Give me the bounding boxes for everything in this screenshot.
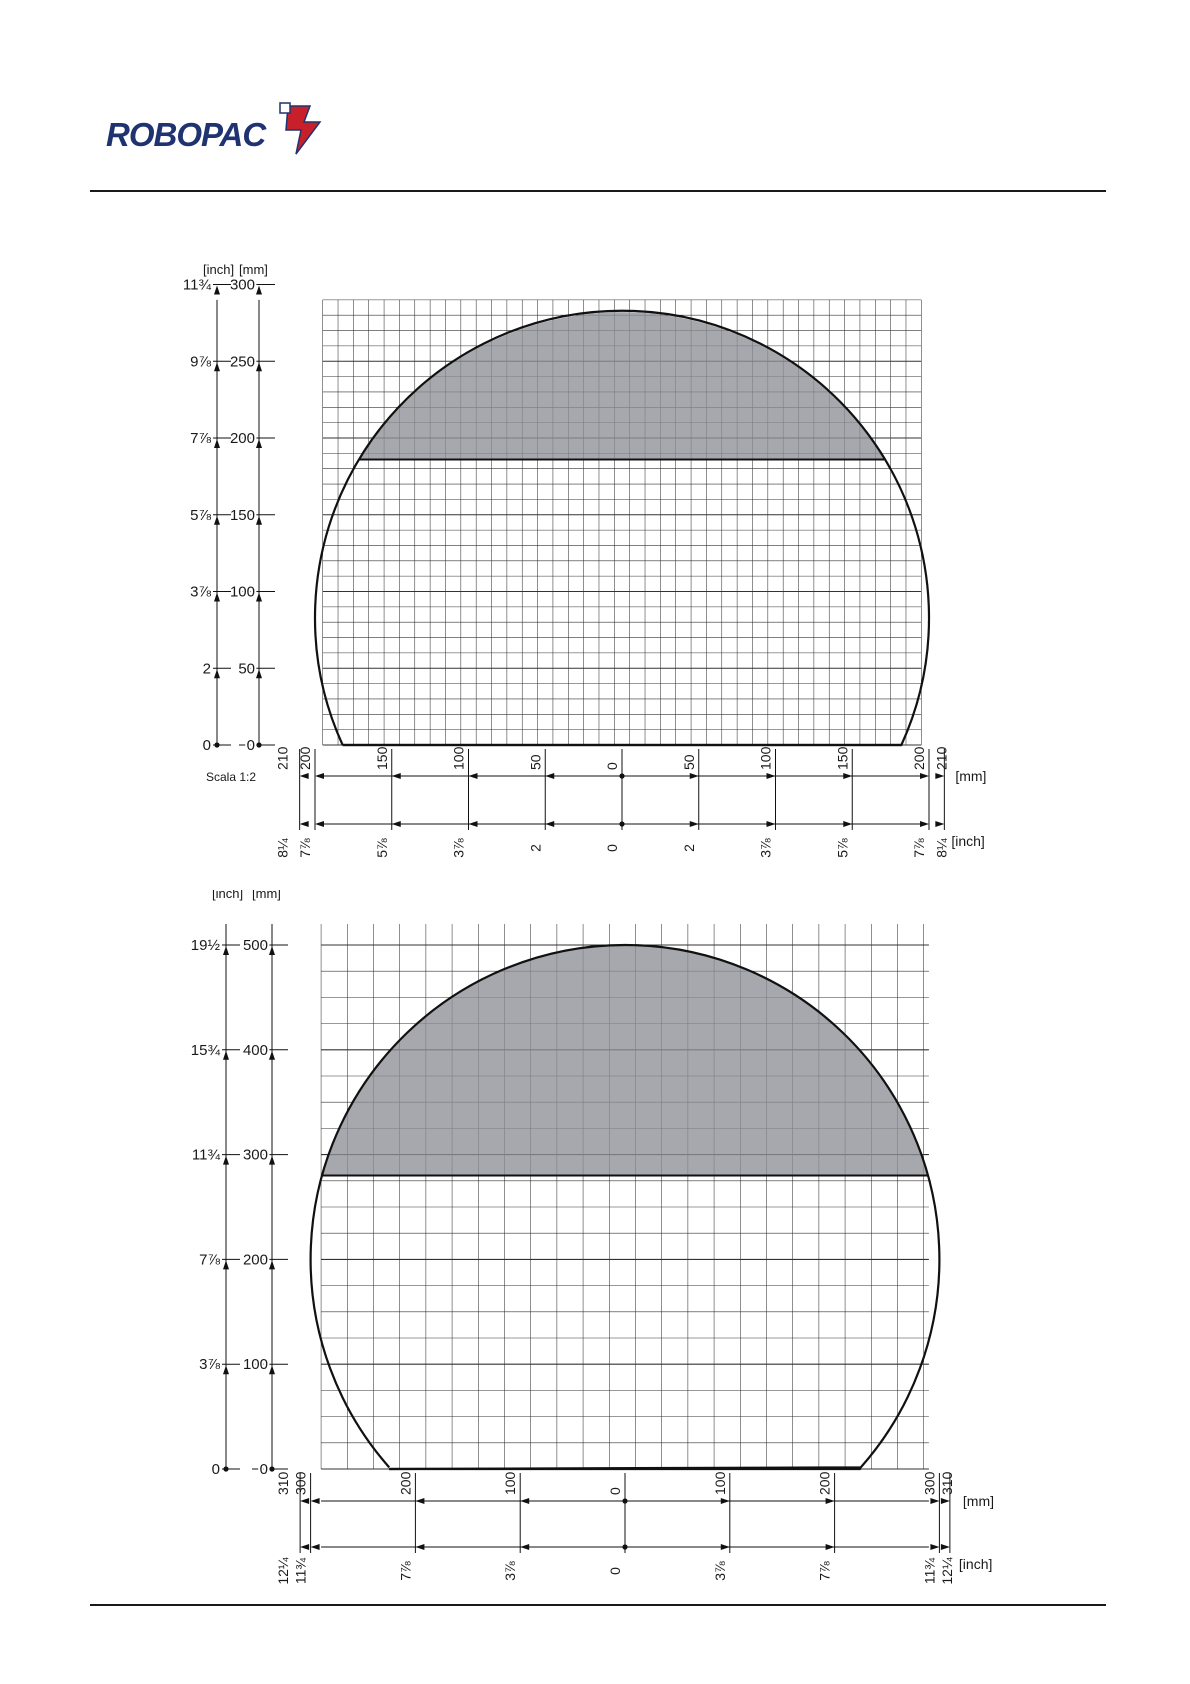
x-arrow-inch: [826, 1544, 835, 1550]
x-arrow-mm: [392, 773, 401, 779]
y-unit-mm: [mm]: [252, 890, 281, 902]
y-arrow-mm: [256, 362, 262, 371]
x-tick-label-mm: 200: [397, 1471, 414, 1495]
logo-lightning-icon: [286, 106, 320, 154]
x-arrow-inch: [469, 821, 478, 827]
x-tick-label-mm: 100: [757, 746, 774, 770]
y-arrow-mm: [256, 439, 262, 448]
x-tick-label-mm: 50: [680, 754, 697, 770]
x-arrow-mm: [920, 773, 929, 779]
y-unit-inch: [inch]: [212, 890, 244, 902]
y-arrow-inch: [214, 286, 220, 295]
x-tick-label-mm: 100: [502, 1471, 519, 1495]
x-arrow-mm: [545, 773, 554, 779]
x-tick-label-mm: 200: [911, 746, 927, 770]
x-tick-label-mm: 310: [275, 1471, 292, 1495]
x-tick-label-mm: 210: [274, 746, 291, 770]
x-arrow-mm: [415, 1498, 424, 1504]
y-unit-inch: [inch]: [203, 261, 235, 277]
x-tick-label-mm: 0: [604, 762, 620, 770]
y-tick-label-mm: 100: [229, 583, 255, 601]
x-tick-label-inch: 3⅞: [502, 1561, 519, 1581]
x-tick-label-inch: 12¼: [275, 1557, 292, 1585]
x-tick-label-inch: 0: [604, 844, 620, 852]
y-unit-mm: [mm]: [239, 261, 268, 277]
x-arrow-inch: [311, 1544, 320, 1550]
x-arrow-inch: [300, 821, 309, 827]
x-origin-mm: [622, 1498, 627, 1503]
y-tick-label-inch: 3⅞: [190, 583, 211, 601]
y-arrow-mm: [269, 1156, 275, 1165]
y-tick-label-inch: 15¾: [190, 1041, 220, 1059]
x-arrow-mm: [469, 773, 478, 779]
y-arrow-inch: [223, 1156, 229, 1165]
y-tick-label-inch: 2: [202, 660, 211, 678]
y-tick-label-mm: 250: [229, 353, 255, 371]
x-tick-label-mm: 150: [834, 746, 851, 770]
y-tick-label-inch: 0: [211, 1461, 220, 1478]
x-tick-label-inch: 3⅞: [450, 838, 467, 858]
header-rule: [90, 190, 1106, 192]
x-tick-label-inch: 7⅞: [911, 838, 927, 858]
x-arrow-inch: [690, 821, 699, 827]
logo-wordmark: ROBOPAC: [106, 116, 266, 153]
y-tick-label-mm: 0: [246, 737, 255, 754]
y-arrow-inch: [223, 946, 229, 955]
x-origin-inch: [619, 821, 624, 826]
x-tick-label-inch: 3⅞: [711, 1561, 728, 1581]
y-tick-label-mm: 300: [242, 1146, 268, 1164]
x-tick-label-inch: 7⅞: [816, 1561, 833, 1581]
y-arrow-mm: [269, 1260, 275, 1269]
y-arrow-inch: [214, 362, 220, 371]
x-arrow-mm: [690, 773, 699, 779]
x-tick-label-mm: 100: [711, 1471, 728, 1495]
x-tick-label-inch: 8¼: [274, 838, 291, 858]
x-unit-mm: [mm]: [962, 1493, 995, 1509]
diagram-1: [0, 230, 1190, 870]
x-tick-label-inch: 2: [680, 844, 697, 852]
x-arrow-mm: [721, 1498, 730, 1504]
x-origin-mm: [619, 773, 624, 778]
y-tick-label-mm: 100: [242, 1356, 268, 1374]
y-tick-label-inch: 9⅞: [190, 353, 211, 371]
y-arrow-inch: [214, 593, 220, 602]
x-tick-label-inch: 2: [527, 844, 544, 852]
x-arrow-mm: [930, 1498, 939, 1504]
x-arrow-inch: [941, 1544, 950, 1550]
x-tick-label-mm: 100: [450, 746, 467, 770]
y-tick-label-inch: 11¾: [191, 1146, 220, 1164]
x-tick-label-inch: 5⅞: [834, 838, 851, 858]
x-arrow-mm: [311, 1498, 320, 1504]
x-tick-label-mm: 210: [933, 746, 950, 770]
diagram-2: [0, 890, 1190, 1610]
y-tick-label-mm: 300: [229, 276, 255, 294]
x-arrow-mm: [315, 773, 324, 779]
y-tick-label-inch: 11¾: [182, 276, 211, 294]
shaded-region: [360, 312, 884, 459]
x-tick-label-mm: 50: [527, 754, 544, 770]
y-arrow-inch: [223, 1260, 229, 1269]
clearance-diagram-2: [0, 890, 1190, 1610]
x-arrow-inch: [300, 1544, 309, 1550]
x-arrow-inch: [930, 1544, 939, 1550]
x-arrow-mm: [843, 773, 852, 779]
shaded-region: [322, 945, 928, 1176]
logo-square-icon: [280, 103, 290, 113]
x-tick-label-inch: 11¾: [292, 1557, 309, 1585]
y-arrow-inch: [214, 669, 220, 678]
x-tick-label-inch: 11¾: [921, 1557, 938, 1585]
x-arrow-inch: [767, 821, 776, 827]
x-unit-inch: [inch]: [958, 1556, 993, 1572]
scale-label: Scala 1:2: [206, 770, 257, 784]
x-tick-label-inch: 12¼: [938, 1557, 955, 1585]
y-tick-label-mm: 150: [229, 506, 255, 524]
x-origin-inch: [622, 1544, 627, 1549]
x-arrow-inch: [920, 821, 929, 827]
x-arrow-inch: [935, 821, 944, 827]
y-tick-label-inch: 7⅞: [190, 430, 211, 447]
x-tick-label-inch: 3⅞: [757, 838, 774, 858]
y-tick-label-inch: 19½: [190, 937, 220, 954]
y-tick-label-inch: 3⅞: [199, 1356, 220, 1374]
x-tick-label-inch: 7⅞: [397, 1561, 414, 1581]
x-tick-label-mm: 310: [938, 1471, 955, 1495]
y-arrow-mm: [256, 669, 262, 678]
x-arrow-mm: [767, 773, 776, 779]
y-tick-label-mm: 200: [229, 430, 255, 447]
footer-rule: [90, 1604, 1106, 1606]
x-arrow-mm: [826, 1498, 835, 1504]
x-tick-label-inch: 0: [607, 1567, 623, 1575]
x-arrow-mm: [300, 773, 309, 779]
x-arrow-mm: [935, 773, 944, 779]
x-tick-label-mm: 200: [816, 1471, 833, 1495]
y-tick-label-inch: 5⅞: [190, 506, 211, 524]
x-arrow-inch: [545, 821, 554, 827]
y-arrow-inch: [223, 1365, 229, 1374]
x-tick-label-mm: 150: [373, 746, 390, 770]
y-arrow-inch: [214, 439, 220, 448]
x-tick-label-inch: 5⅞: [373, 838, 390, 858]
x-arrow-inch: [520, 1544, 529, 1550]
y-tick-label-mm: 50: [238, 660, 255, 678]
x-arrow-mm: [520, 1498, 529, 1504]
y-arrow-mm: [256, 286, 262, 295]
robopac-logo-graphic: [96, 92, 336, 180]
x-arrow-inch: [721, 1544, 730, 1550]
y-arrow-mm: [269, 1051, 275, 1060]
y-tick-label-mm: 200: [242, 1251, 268, 1269]
x-tick-label-mm: 200: [297, 746, 313, 770]
y-arrow-mm: [269, 1365, 275, 1374]
y-arrow-mm: [256, 593, 262, 602]
x-tick-label-mm: 300: [292, 1471, 309, 1495]
x-arrow-mm: [300, 1498, 309, 1504]
x-arrow-inch: [392, 821, 401, 827]
y-tick-label-inch: 7⅞: [199, 1251, 220, 1269]
x-tick-label-mm: 300: [921, 1471, 938, 1495]
x-arrow-mm: [941, 1498, 950, 1504]
robopac-logo: [96, 92, 336, 180]
y-arrow-mm: [269, 946, 275, 955]
x-tick-label-mm: 0: [607, 1487, 623, 1495]
x-tick-label-inch: 7⅞: [297, 838, 313, 858]
y-tick-label-inch: 0: [202, 737, 211, 754]
x-tick-label-inch: 8¼: [933, 838, 950, 858]
y-tick-label-mm: 400: [242, 1041, 268, 1059]
x-arrow-inch: [315, 821, 324, 827]
y-tick-label-mm: 500: [242, 937, 268, 954]
y-arrow-mm: [256, 516, 262, 525]
clearance-diagram-1: [0, 230, 1190, 870]
x-arrow-inch: [843, 821, 852, 827]
x-arrow-inch: [415, 1544, 424, 1550]
y-arrow-inch: [223, 1051, 229, 1060]
y-arrow-inch: [214, 516, 220, 525]
x-unit-inch: [inch]: [951, 833, 985, 849]
x-unit-mm: [mm]: [955, 768, 987, 784]
y-tick-label-mm: 0: [259, 1461, 268, 1478]
